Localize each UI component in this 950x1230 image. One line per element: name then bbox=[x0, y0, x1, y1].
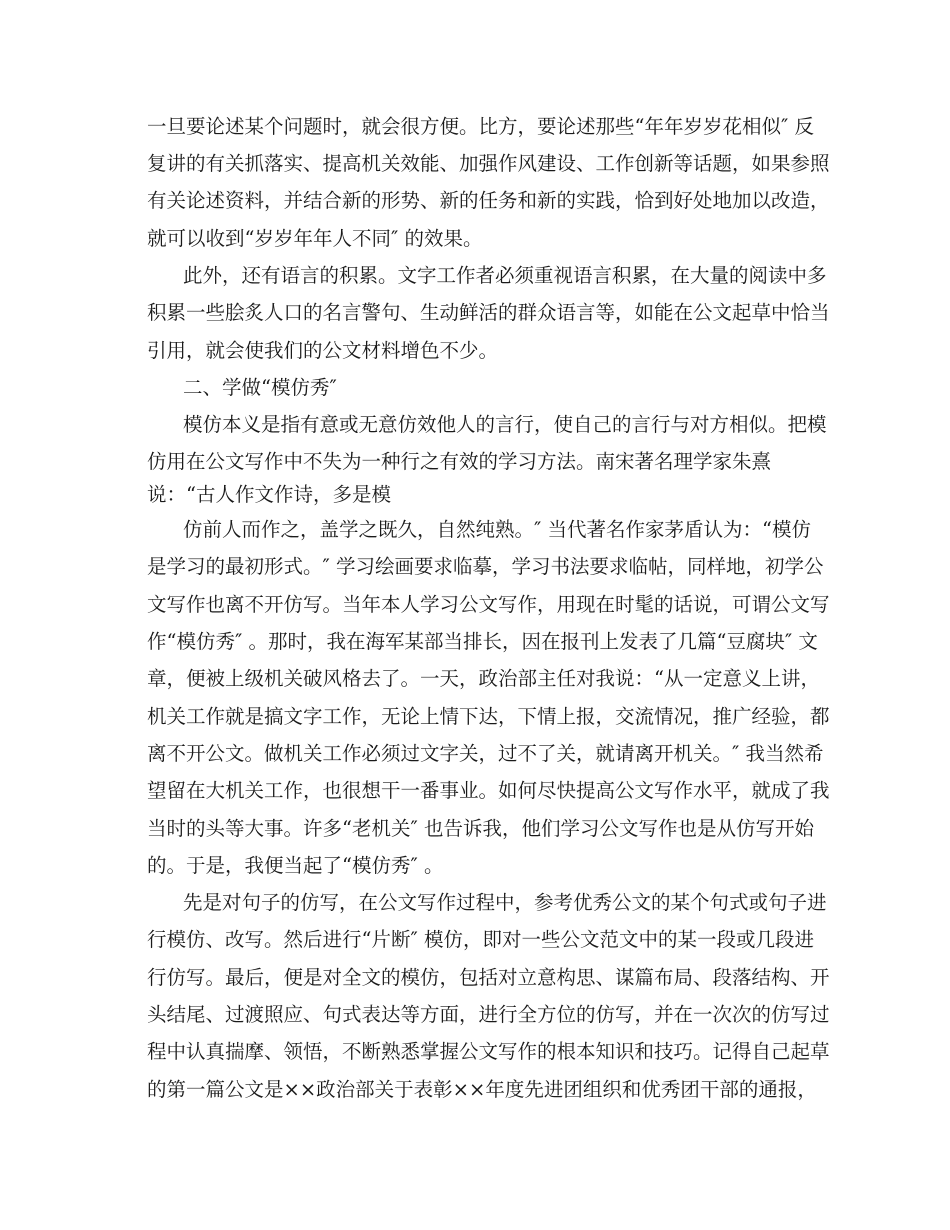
text-line: 文写作也离不开仿写。当年本人学习公文写作，用现在时髦的话说，可谓公文写 bbox=[147, 593, 830, 616]
text-line: 行模仿、改写。然后进行“片断″ 模仿，即对一些公文范文中的某一段或几段进 bbox=[147, 928, 814, 951]
text-line: 复讲的有关抓落实、提高机关效能、加强作风建设、工作创新等话题，如果参照 bbox=[147, 152, 830, 175]
text-line: 作“模仿秀″ 。那时，我在海军某部当排长，因在报刊上发表了几篇“豆腐块″ 文 bbox=[147, 630, 818, 653]
text-line: 就可以收到“岁岁年年人不同″ 的效果。 bbox=[147, 227, 483, 250]
text-line: 章，便被上级机关破风格去了。一天，政治部主任对我说：“从一定意义上讲， bbox=[147, 667, 820, 690]
text-line: 先是对句子的仿写，在公文写作过程中，参考优秀公文的某个句式或句子进 bbox=[183, 891, 827, 914]
text-line: 头结尾、过渡照应、句式表达等方面，进行全方位的仿写，并在一次次的仿写过 bbox=[147, 1003, 830, 1026]
text-line: 模仿本义是指有意或无意仿效他人的言行，使自己的言行与对方相似。把模 bbox=[183, 413, 827, 436]
text-line: 机关工作就是搞文字工作，无论上情下达，下情上报，交流情况，推广经验，都 bbox=[147, 705, 830, 728]
text-line: 积累一些脍炙人口的名言警句、生动鲜活的群众语言等，如能在公文起草中恰当 bbox=[147, 301, 830, 324]
text-line: 离不开公文。做机关工作必须过文字关，过不了关，就请离开机关。″ 我当然希 bbox=[147, 742, 824, 765]
text-line: 仿前人而作之，盖学之既久，自然纯熟。″ 当代著名作家茅盾认为：“模仿 bbox=[183, 518, 811, 541]
text-line: 引用，就会使我们的公文材料增色不少。 bbox=[147, 339, 499, 362]
text-line: 此外，还有语言的积累。文字工作者必须重视语言积累，在大量的阅读中多 bbox=[183, 264, 827, 287]
text-line: 有关论述资料，并结合新的形势、新的任务和新的实践，恰到好处地加以改造， bbox=[147, 189, 830, 212]
text-line: 是学习的最初形式。″ 学习绘画要求临摹，学习书法要求临帖，同样地，初学公 bbox=[147, 555, 824, 578]
text-line: 仿用在公文写作中不失为一种行之有效的学习方法。南宋著名理学家朱熹 bbox=[147, 450, 772, 473]
text-line: 行仿写。最后，便是对全文的模仿，包括对立意构思、谋篇布局、段落结构、开 bbox=[147, 966, 830, 989]
text-line: 一旦要论述某个问题时，就会很方便。比方，要论述那些“年年岁岁花相似″ 反 bbox=[147, 115, 814, 138]
text-line: 说：“古人作文作诗，多是模 bbox=[147, 483, 391, 506]
text-line: 的。于是，我便当起了“模仿秀″ 。 bbox=[147, 854, 444, 877]
text-line: 当时的头等大事。许多“老机关″ 也告诉我，他们学习公文写作也是从仿写开始 bbox=[147, 817, 814, 840]
section-heading: 二、学做“模仿秀″ bbox=[183, 376, 337, 399]
text-line: 程中认真揣摩、领悟，不断熟悉掌握公文写作的根本知识和技巧。记得自己起草 bbox=[147, 1040, 830, 1063]
text-line: 望留在大机关工作，也很想干一番事业。如何尽快提高公文写作水平，就成了我 bbox=[147, 779, 830, 802]
text-line: 的第一篇公文是××政治部关于表彰××年度先进团组织和优秀团干部的通报， bbox=[147, 1078, 817, 1101]
